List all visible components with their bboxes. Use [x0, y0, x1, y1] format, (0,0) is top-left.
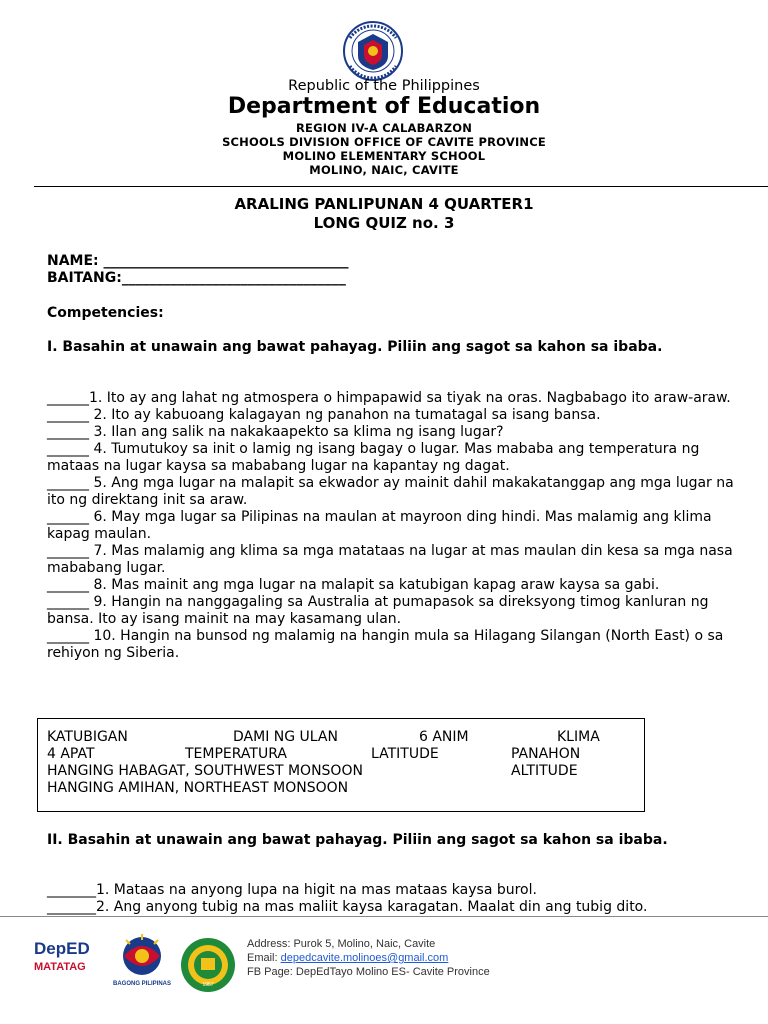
list-item: _______1. Mataas na anyong lupa na higit na mas mataas kaysa burol.: [47, 882, 537, 898]
email-link[interactable]: depedcavite.molinoes@gmail.com: [280, 952, 449, 964]
grade-field: BAITANG:________________________________: [47, 270, 346, 286]
bagong-pilipinas-text: BAGONG PILIPINAS: [112, 981, 172, 987]
choice-habagat: HANGING HABAGAT, SOUTHWEST MONSOON: [47, 763, 363, 779]
choice-anim: 6 ANIM: [419, 729, 469, 745]
school-text: MOLINO ELEMENTARY SCHOOL: [282, 149, 486, 163]
list-item: ______ 2. Ito ay kabuoang kalagayan ng panahon na tumatagal sa isang bansa.: [47, 407, 601, 423]
section1-title: I. Basahin at unawain ang bawat pahayag. Piliin ang sagot sa kahon sa ibaba.: [47, 339, 663, 355]
choice-latitude: LATITUDE: [371, 746, 439, 762]
list-item: ______ 7. Mas malamig ang klima sa mga matataas na lugar at mas maulan din kesa sa mga nasa mababang lugar.: [47, 543, 733, 576]
section2-title: II. Basahin at unawain ang bawat pahayag. Piliin ang sagot sa kahon sa ibaba.: [47, 832, 668, 848]
section2-items: [47, 882, 737, 916]
list-item: ______1. Ito ay ang lahat ng atmospera o himpapawid sa tiyak na oras. Nagbabago ito araw-araw.: [47, 390, 731, 406]
department-title: Department of Education: [227, 94, 541, 119]
list-item: _______2. Ang anyong tubig na mas maliit kaysa karagatan. Maalat din ang tubig dito.: [47, 899, 648, 915]
list-item: ______ 8. Mas mainit ang mga lugar na malapit sa katubigan kapag araw kaysa sa gabi.: [47, 577, 660, 593]
footer-address: Address: Purok 5, Molino, Naic, Cavite: [247, 938, 436, 950]
deped-seal-icon: [338, 20, 408, 82]
quiz-subtitle: LONG QUIZ no. 3: [313, 214, 455, 232]
choice-klima: KLIMA: [557, 729, 600, 745]
choice-dami-ng-ulan: DAMI NG ULAN: [233, 729, 338, 745]
section1-items: [47, 390, 737, 662]
school-logo-icon: [179, 936, 237, 994]
republic-text: Republic of the Philippines: [288, 78, 480, 94]
choices-box: [37, 718, 645, 812]
choice-temperatura: TEMPERATURA: [185, 746, 287, 762]
footer-fb: FB Page: DepEdTayo Molino ES- Cavite Province: [247, 966, 490, 978]
list-item: ______ 3. Ilan ang salik na nakakaapekto sa klima ng isang lugar?: [47, 424, 504, 440]
choice-panahon: PANAHON: [511, 746, 581, 762]
deped-logo-text: DepED: [34, 939, 90, 958]
footer-email-label: Email:: [247, 952, 281, 964]
competencies-label: Competencies:: [47, 305, 164, 321]
quiz-title: ARALING PANLIPUNAN 4 QUARTER1: [234, 195, 534, 213]
choice-amihan: HANGING AMIHAN, NORTHEAST MONSOON: [47, 780, 349, 796]
choice-altitude: ALTITUDE: [511, 763, 578, 779]
deped-matatag-logo: [34, 940, 100, 988]
list-item: ______ 9. Hangin na nanggagaling sa Australia at pumapasok sa direksyong timog kanluran ng bansa. Ito ay isang mainit na may kasamang ulan.: [47, 594, 709, 627]
footer-divider: [0, 916, 768, 917]
name-field: NAME: ___________________________________: [47, 253, 349, 269]
header-divider: [34, 186, 768, 187]
school-logo-year: 1957: [202, 982, 214, 988]
list-item: ______ 4. Tumutukoy sa init o lamig ng isang bagay o lugar. Mas mababa ang temperatura ng mataas na lugar kaysa sa mababang lugar na kapantay ng dagat.: [47, 441, 700, 474]
list-item: ______ 10. Hangin na bunsod ng malamig na hangin mula sa Hilagang Silangan (North East) o sa rehiyon ng Siberia.: [47, 628, 724, 661]
footer-logos: [34, 928, 244, 988]
location-text: MOLINO, NAIC, CAVITE: [309, 163, 459, 177]
footer-email-row: [247, 951, 490, 965]
bagong-pilipinas-logo-icon: [112, 932, 172, 988]
footer-contact: [247, 937, 490, 979]
region-text: REGION IV-A CALABARZON: [295, 121, 473, 135]
choice-apat: 4 APAT: [47, 746, 95, 762]
list-item: ______ 5. Ang mga lugar na malapit sa ekwador ay mainit dahil makakatanggap ang mga lugar na ito ng direktang init sa araw.: [47, 475, 734, 508]
choice-katubigan: KATUBIGAN: [47, 729, 128, 745]
division-text: SCHOOLS DIVISION OFFICE OF CAVITE PROVINCE: [222, 135, 546, 149]
matatag-logo-text: MATATAG: [34, 961, 86, 973]
list-item: ______ 6. May mga lugar sa Pilipinas na maulan at mayroon ding hindi. Mas malamig ang klima kapag maulan.: [47, 509, 712, 542]
